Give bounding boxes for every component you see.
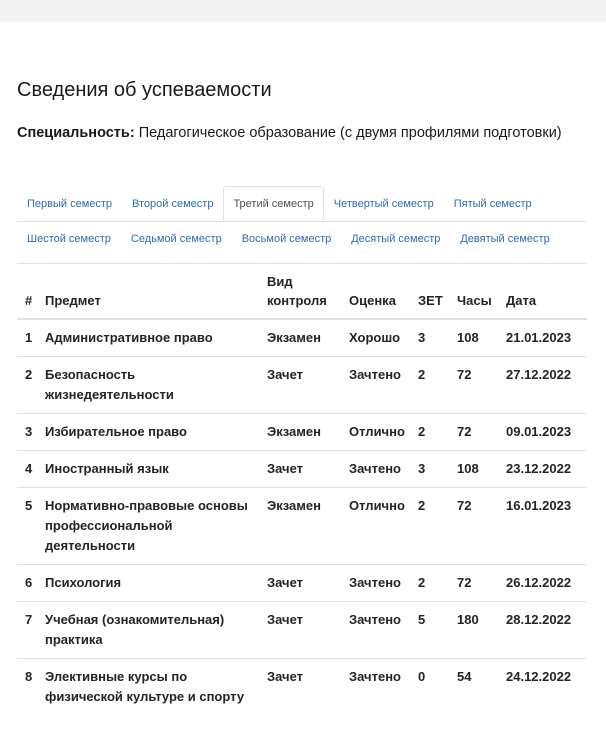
- grades-table: [17, 263, 587, 715]
- page-title: Сведения об успеваемости: [17, 79, 272, 101]
- cell-zet: 2: [412, 357, 451, 414]
- tab-semester-6[interactable]: Шестой семестр: [27, 233, 111, 245]
- tab-semester-8[interactable]: Восьмой семестр: [241, 233, 332, 245]
- table-row: [17, 565, 587, 602]
- cell-hours: 108: [457, 330, 479, 345]
- cell-date: 27.12.2022: [500, 357, 587, 414]
- table-row: [17, 488, 587, 565]
- cell-date: 26.12.2022: [500, 565, 587, 602]
- cell-control: Зачет: [261, 602, 343, 659]
- cell-grade: Зачтено: [343, 565, 412, 602]
- cell-zet: 3: [418, 330, 426, 345]
- header-subject: Предмет: [39, 264, 261, 320]
- cell-grade: Зачтено: [343, 451, 412, 488]
- table-row: [17, 602, 587, 659]
- cell-hours: 180: [451, 602, 500, 659]
- cell-num: 4: [17, 451, 39, 488]
- table-row: [17, 659, 587, 716]
- tab-semester-2[interactable]: Второй семестр: [132, 197, 214, 210]
- cell-hours: 72: [451, 414, 500, 451]
- cell-zet: 2: [412, 565, 451, 602]
- cell-hours: 72: [451, 357, 500, 414]
- cell-hours: 72: [451, 565, 500, 602]
- cell-date: 09.01.2023: [500, 414, 587, 451]
- table-row: [17, 357, 587, 414]
- cell-date: 24.12.2022: [500, 659, 587, 716]
- cell-grade: Отлично: [343, 414, 412, 451]
- cell-date: 23.12.2022: [500, 451, 587, 488]
- cell-control: Зачет: [261, 357, 343, 414]
- tab-semester-9[interactable]: Девятый семестр: [460, 233, 550, 245]
- cell-grade: Хорошо: [349, 330, 401, 345]
- cell-date: 28.12.2022: [500, 602, 587, 659]
- cell-hours: 108: [451, 451, 500, 488]
- tab-semester-4[interactable]: Четвертый семестр: [333, 197, 434, 210]
- cell-num: 3: [17, 414, 39, 451]
- cell-num: 2: [17, 357, 39, 414]
- cell-subject: Учебная (ознакомительная) практика: [39, 602, 261, 659]
- cell-zet: 0: [412, 659, 451, 716]
- cell-control: Экзамен: [261, 414, 343, 451]
- table-row: [17, 414, 587, 451]
- cell-subject: Иностранный язык: [39, 451, 261, 488]
- header-grade: Оценка: [343, 264, 412, 320]
- cell-zet: 3: [412, 451, 451, 488]
- specialty-value: Педагогическое образование (с двумя профилями подготовки): [138, 125, 562, 141]
- header-date: Дата: [500, 264, 587, 320]
- cell-control: Зачет: [261, 451, 343, 488]
- cell-control: Зачет: [261, 565, 343, 602]
- specialty-label: Специальность:: [17, 125, 135, 141]
- header-control: Вид контроля: [261, 264, 343, 320]
- table-row: [17, 319, 587, 357]
- cell-date: 21.01.2023: [506, 330, 572, 345]
- cell-zet: 2: [412, 414, 451, 451]
- cell-control: Экзамен: [267, 330, 321, 345]
- cell-hours: 54: [451, 659, 500, 716]
- cell-subject: Психология: [39, 565, 261, 602]
- semester-tabs: [17, 186, 587, 256]
- cell-num: 8: [17, 659, 39, 716]
- header-hours: Часы: [451, 264, 500, 320]
- cell-date: 16.01.2023: [500, 488, 587, 565]
- top-bar: [0, 0, 606, 22]
- cell-control: Экзамен: [261, 488, 343, 565]
- cell-subject: Нормативно-правовые основы профессиональной деятельности: [39, 488, 261, 565]
- table-header-row: [17, 264, 587, 320]
- specialty-info: [17, 124, 577, 142]
- header-num: #: [17, 264, 39, 320]
- table-row: [17, 451, 587, 488]
- tab-semester-3[interactable]: Третий семестр: [223, 186, 323, 221]
- tab-semester-5[interactable]: Пятый семестр: [453, 197, 532, 210]
- cell-zet: 2: [412, 488, 451, 565]
- cell-num: 1: [25, 330, 33, 345]
- cell-num: 6: [17, 565, 39, 602]
- cell-hours: 72: [451, 488, 500, 565]
- cell-grade: Отлично: [343, 488, 412, 565]
- cell-zet: 5: [412, 602, 451, 659]
- cell-num: 5: [17, 488, 39, 565]
- tab-semester-10[interactable]: Десятый семестр: [351, 233, 441, 245]
- tab-semester-1[interactable]: Первый семестр: [27, 197, 113, 210]
- semester-tab-row-2: [17, 222, 587, 256]
- cell-grade: Зачтено: [343, 357, 412, 414]
- cell-grade: Зачтено: [343, 602, 412, 659]
- cell-control: Зачет: [261, 659, 343, 716]
- cell-num: 7: [17, 602, 39, 659]
- cell-grade: Зачтено: [343, 659, 412, 716]
- cell-subject: Административное право: [45, 330, 213, 345]
- cell-subject: Элективные курсы по физической культуре и спорту: [39, 659, 261, 716]
- cell-subject: Избирательное право: [39, 414, 261, 451]
- semester-tab-row-1: [17, 186, 587, 222]
- header-zet: ЗЕТ: [412, 264, 451, 320]
- tab-semester-7[interactable]: Седьмой семестр: [130, 233, 222, 245]
- cell-subject: Безопасность жизнедеятельности: [39, 357, 261, 414]
